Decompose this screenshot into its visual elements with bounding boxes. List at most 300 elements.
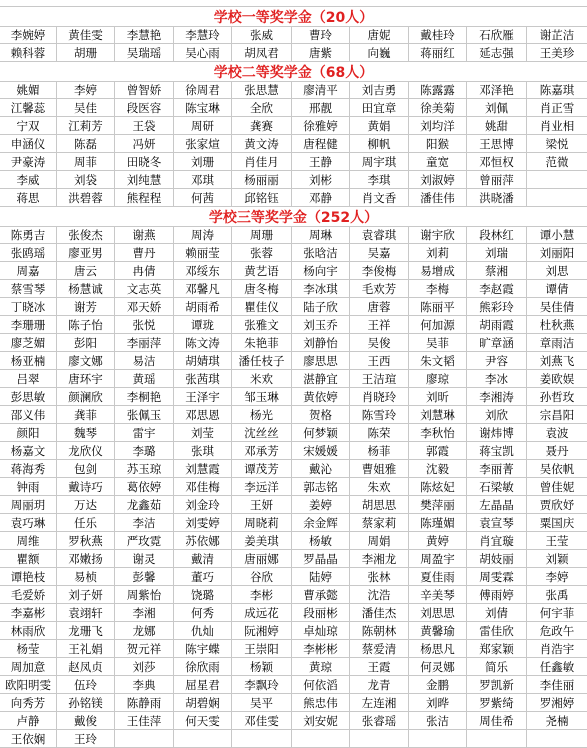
student-name-cell[interactable]: 石梁敏 (467, 478, 527, 496)
student-name-cell[interactable]: 刘思 (527, 262, 587, 280)
student-name-cell[interactable]: 刘玉乔 (292, 316, 350, 334)
student-name-cell[interactable]: 廖琼 (409, 370, 467, 388)
student-name-cell[interactable]: 黄依婷 (292, 388, 350, 406)
student-name-cell[interactable]: 杜秋燕 (527, 316, 587, 334)
student-name-cell[interactable]: 仇灿 (174, 622, 232, 640)
student-name-cell[interactable]: 曾智娇 (115, 81, 174, 99)
student-name-cell[interactable]: 邓天娇 (115, 298, 174, 316)
student-name-cell[interactable]: 袁波 (527, 424, 587, 442)
student-name-cell[interactable]: 刘彬 (292, 171, 350, 189)
student-name-cell[interactable]: 易桢 (57, 568, 115, 586)
student-name-cell[interactable]: 郭霞 (409, 442, 467, 460)
student-name-cell[interactable]: 王莹 (527, 532, 587, 550)
student-name-cell[interactable]: 姜欧娱 (527, 370, 587, 388)
student-name-cell[interactable]: 陆婷 (292, 568, 350, 586)
student-name-cell[interactable]: 屈星君 (174, 676, 232, 694)
student-name-cell[interactable]: 刘欣 (467, 406, 527, 424)
student-name-cell[interactable]: 任乐 (57, 514, 115, 532)
student-name-cell[interactable]: 赖丽莹 (174, 244, 232, 262)
student-name-cell[interactable]: 龚赛 (232, 117, 292, 135)
student-name-cell[interactable]: 王依娴 (0, 730, 57, 748)
student-name-cell[interactable]: 谭珑 (174, 316, 232, 334)
student-name-cell[interactable]: 杨嘉文 (0, 442, 57, 460)
student-name-cell[interactable]: 李婉婷 (0, 26, 57, 44)
student-name-cell[interactable]: 何秀 (174, 604, 232, 622)
student-name-cell[interactable]: 郭志铭 (292, 478, 350, 496)
student-name-cell[interactable]: 邓馨凡 (174, 280, 232, 298)
student-name-cell[interactable]: 邓绥东 (174, 262, 232, 280)
student-name-cell[interactable]: 张悦 (115, 316, 174, 334)
student-name-cell[interactable]: 胡思思 (350, 496, 409, 514)
student-name-cell[interactable]: 曾丽萍 (467, 171, 527, 189)
student-name-cell[interactable]: 颜阳 (0, 424, 57, 442)
student-name-cell[interactable]: 李洁 (115, 514, 174, 532)
student-name-cell[interactable]: 左连湘 (350, 694, 409, 712)
student-name-cell[interactable]: 向巍 (350, 44, 409, 62)
student-name-cell[interactable]: 沈丝丝 (232, 424, 292, 442)
student-name-cell[interactable]: 戴清 (174, 550, 232, 568)
student-name-cell[interactable]: 吕翠 (0, 370, 57, 388)
student-name-cell[interactable]: 廖芝媚 (0, 334, 57, 352)
student-name-cell[interactable]: 杨向宇 (292, 262, 350, 280)
student-name-cell[interactable]: 江莉芳 (57, 117, 115, 135)
student-name-cell[interactable]: 蔡家莉 (350, 514, 409, 532)
student-name-cell[interactable]: 唐紫 (292, 44, 350, 62)
student-name-cell[interactable]: 何天雯 (174, 712, 232, 730)
student-name-cell[interactable]: 李婷 (527, 568, 587, 586)
student-name-cell[interactable]: 董巧 (174, 568, 232, 586)
student-name-cell[interactable]: 邓佳雯 (232, 712, 292, 730)
student-name-cell[interactable]: 蔡爱清 (350, 640, 409, 658)
student-name-cell[interactable]: 刘静怡 (292, 334, 350, 352)
student-name-cell[interactable]: 袁巧琳 (0, 514, 57, 532)
student-name-cell[interactable]: 周维 (0, 532, 57, 550)
student-name-cell[interactable]: 彭馨 (115, 568, 174, 586)
student-name-cell[interactable]: 龙青 (350, 676, 409, 694)
student-name-cell[interactable]: 任鑫敏 (527, 658, 587, 676)
student-name-cell[interactable]: 杨菲 (350, 442, 409, 460)
student-name-cell[interactable]: 阳猴 (409, 135, 467, 153)
student-name-cell[interactable]: 唐丽娜 (232, 550, 292, 568)
student-name-cell[interactable]: 谢芷洁 (527, 26, 587, 44)
student-name-cell[interactable]: 雷宇 (115, 424, 174, 442)
student-name-cell[interactable]: 王泽宇 (174, 388, 232, 406)
student-name-cell[interactable]: 陈雪玲 (350, 406, 409, 424)
student-name-cell[interactable]: 何加源 (409, 316, 467, 334)
student-name-cell[interactable]: 周嘉 (0, 262, 57, 280)
student-name-cell[interactable]: 肖业相 (527, 117, 587, 135)
student-name-cell[interactable]: 袁翊轩 (57, 604, 115, 622)
student-name-cell[interactable]: 胡妓丽 (467, 550, 527, 568)
student-name-cell[interactable]: 李慧玲 (174, 26, 232, 44)
student-name-cell[interactable]: 卢静 (0, 712, 57, 730)
student-name-cell[interactable]: 洪碧蓉 (57, 189, 115, 207)
student-name-cell[interactable]: 黄馨瑜 (409, 622, 467, 640)
student-name-cell[interactable]: 何依滔 (292, 676, 350, 694)
student-name-cell[interactable]: 邵义伟 (0, 406, 57, 424)
student-name-cell[interactable]: 刘倩 (467, 604, 527, 622)
student-name-cell[interactable]: 徐雅婷 (292, 117, 350, 135)
student-name-cell[interactable]: 孙哲玫 (527, 388, 587, 406)
student-name-cell[interactable] (292, 730, 350, 748)
student-name-cell[interactable]: 蒋丽红 (409, 44, 467, 62)
student-name-cell[interactable]: 唐环宇 (57, 370, 115, 388)
student-name-cell[interactable]: 曹玲 (292, 26, 350, 44)
student-name-cell[interactable]: 张蓉 (232, 244, 292, 262)
student-name-cell[interactable]: 胡雨霞 (467, 316, 527, 334)
student-name-cell[interactable]: 钟雨 (0, 478, 57, 496)
student-name-cell[interactable]: 王礼娟 (57, 640, 115, 658)
student-name-cell[interactable]: 邓佳梅 (174, 478, 232, 496)
student-name-cell[interactable]: 湛静宜 (292, 370, 350, 388)
student-name-cell[interactable]: 龙娜 (115, 622, 174, 640)
student-name-cell[interactable]: 李嘉彬 (0, 604, 57, 622)
student-name-cell[interactable]: 吴佳倩 (527, 298, 587, 316)
student-name-cell[interactable]: 杨敏 (292, 532, 350, 550)
student-name-cell[interactable]: 邱铭钰 (232, 189, 292, 207)
student-name-cell[interactable]: 郑家颖 (467, 640, 527, 658)
student-name-cell[interactable]: 刘慧霞 (174, 460, 232, 478)
student-name-cell[interactable]: 延志强 (467, 44, 527, 62)
student-name-cell[interactable]: 陈嘉琪 (527, 81, 587, 99)
student-name-cell[interactable]: 陈朝林 (350, 622, 409, 640)
student-name-cell[interactable]: 李赵霞 (467, 280, 527, 298)
student-name-cell[interactable]: 范微 (527, 153, 587, 171)
student-name-cell[interactable]: 杨亚楠 (0, 352, 57, 370)
student-name-cell[interactable]: 李梅 (409, 280, 467, 298)
student-name-cell[interactable]: 洪晓潘 (467, 189, 527, 207)
student-name-cell[interactable]: 冯妍 (115, 135, 174, 153)
student-name-cell[interactable]: 聂丹 (527, 442, 587, 460)
student-name-cell[interactable]: 李湘 (115, 604, 174, 622)
student-name-cell[interactable]: 吴平 (232, 694, 292, 712)
student-name-cell[interactable]: 廖亚男 (57, 244, 115, 262)
student-name-cell[interactable]: 何梦颖 (292, 424, 350, 442)
student-name-cell[interactable]: 罗晶晶 (292, 550, 350, 568)
student-name-cell[interactable]: 李慧艳 (115, 26, 174, 44)
student-name-cell[interactable]: 唐冬梅 (232, 280, 292, 298)
student-name-cell[interactable]: 李彬 (232, 586, 292, 604)
student-name-cell[interactable]: 梁悦 (527, 135, 587, 153)
student-name-cell[interactable]: 刘昕 (409, 388, 467, 406)
student-name-cell[interactable]: 刘颖 (527, 550, 587, 568)
student-name-cell[interactable]: 张鸥瑶 (0, 244, 57, 262)
student-name-cell[interactable]: 陈子怡 (57, 316, 115, 334)
student-name-cell[interactable]: 肖浩宇 (527, 640, 587, 658)
student-name-cell[interactable]: 陈文涛 (174, 334, 232, 352)
student-name-cell[interactable]: 刘思思 (409, 604, 467, 622)
student-name-cell[interactable]: 黄文涛 (232, 135, 292, 153)
student-name-cell[interactable]: 潘佳伟 (409, 189, 467, 207)
student-name-cell[interactable]: 吴依帆 (527, 460, 587, 478)
student-name-cell[interactable]: 王崇阳 (232, 640, 292, 658)
student-name-cell[interactable]: 廖文娜 (57, 352, 115, 370)
student-name-cell[interactable]: 罗湘婷 (527, 694, 587, 712)
student-name-cell[interactable]: 李琪 (350, 171, 409, 189)
student-name-cell[interactable]: 刘淑婷 (409, 171, 467, 189)
student-name-cell[interactable]: 潘任枝子 (232, 352, 292, 370)
student-name-cell[interactable]: 周珊 (232, 226, 292, 244)
student-name-cell[interactable]: 周研 (174, 117, 232, 135)
student-name-cell[interactable]: 危政午 (527, 622, 587, 640)
student-name-cell[interactable]: 戴俊 (57, 712, 115, 730)
student-name-cell[interactable]: 朱艳菲 (232, 334, 292, 352)
student-name-cell[interactable]: 陈露露 (409, 81, 467, 99)
student-name-cell[interactable]: 蔡雪琴 (0, 280, 57, 298)
student-name-cell[interactable]: 宁双 (0, 117, 57, 135)
student-name-cell[interactable]: 饶璐 (174, 586, 232, 604)
student-name-cell[interactable]: 刘燕飞 (527, 352, 587, 370)
student-name-cell[interactable]: 邹玉琳 (232, 388, 292, 406)
student-name-cell[interactable]: 伍玲 (57, 676, 115, 694)
student-name-cell[interactable]: 杨颖 (232, 658, 292, 676)
student-name-cell[interactable]: 张禹 (527, 586, 587, 604)
student-name-cell[interactable]: 胡珊 (57, 44, 115, 62)
student-name-cell[interactable]: 李丽萍 (115, 334, 174, 352)
student-name-cell[interactable]: 苏依娜 (174, 532, 232, 550)
student-name-cell[interactable]: 张俊杰 (57, 226, 115, 244)
student-name-cell[interactable]: 陆子欣 (292, 298, 350, 316)
student-name-cell[interactable]: 吴菲 (409, 334, 467, 352)
student-name-cell[interactable]: 陈丽平 (409, 298, 467, 316)
student-name-cell[interactable]: 陈静雨 (115, 694, 174, 712)
student-name-cell[interactable]: 肖晓玲 (350, 388, 409, 406)
student-name-cell[interactable]: 周丽玥 (0, 496, 57, 514)
student-name-cell[interactable]: 王西 (350, 352, 409, 370)
student-name-cell[interactable]: 周紫怡 (115, 586, 174, 604)
student-name-cell[interactable]: 罗凯新 (467, 676, 527, 694)
student-name-cell[interactable]: 何灵娜 (409, 658, 467, 676)
student-name-cell[interactable]: 全欣 (232, 99, 292, 117)
student-name-cell[interactable]: 肖佳月 (232, 153, 292, 171)
student-name-cell[interactable]: 黄艺语 (232, 262, 292, 280)
student-name-cell[interactable]: 谢燕 (115, 226, 174, 244)
student-name-cell[interactable]: 瞿佳仪 (232, 298, 292, 316)
student-name-cell[interactable]: 周加意 (0, 658, 57, 676)
student-name-cell[interactable]: 张睿瑶 (350, 712, 409, 730)
student-name-cell[interactable]: 戴沁 (292, 460, 350, 478)
student-name-cell[interactable]: 何宇菲 (527, 604, 587, 622)
student-name-cell[interactable]: 吴嘉 (350, 244, 409, 262)
student-name-cell[interactable]: 杨丽丽 (232, 171, 292, 189)
student-name-cell[interactable]: 彭阳 (57, 334, 115, 352)
student-name-cell[interactable]: 章雨洁 (527, 334, 587, 352)
student-name-cell[interactable]: 张家煊 (174, 135, 232, 153)
student-name-cell[interactable]: 石欣雁 (467, 26, 527, 44)
student-name-cell[interactable]: 王佳萍 (115, 712, 174, 730)
student-name-cell[interactable]: 夏佳雨 (409, 568, 467, 586)
student-name-cell[interactable]: 李桐艳 (115, 388, 174, 406)
student-name-cell[interactable]: 颜澜欣 (57, 388, 115, 406)
student-name-cell[interactable]: 曹姐雅 (350, 460, 409, 478)
student-name-cell[interactable]: 龚菲 (57, 406, 115, 424)
student-name-cell[interactable]: 严玫霓 (115, 532, 174, 550)
student-name-cell[interactable]: 赖科蓉 (0, 44, 57, 62)
student-name-cell[interactable]: 尹容 (467, 352, 527, 370)
student-name-cell[interactable]: 余金辉 (292, 514, 350, 532)
student-name-cell[interactable]: 唐程健 (292, 135, 350, 153)
student-name-cell[interactable]: 张茜琪 (174, 370, 232, 388)
student-name-cell[interactable]: 陈瑾媚 (409, 514, 467, 532)
student-name-cell[interactable]: 胡碧娴 (174, 694, 232, 712)
student-name-cell[interactable]: 张琪 (174, 442, 232, 460)
student-name-cell[interactable]: 徐欣雨 (174, 658, 232, 676)
student-name-cell[interactable]: 刘莎 (115, 658, 174, 676)
student-name-cell[interactable]: 旷章涵 (467, 334, 527, 352)
student-name-cell[interactable]: 黄瑶 (115, 370, 174, 388)
student-name-cell[interactable]: 邓思恩 (174, 406, 232, 424)
student-name-cell[interactable]: 沈毅 (409, 460, 467, 478)
student-name-cell[interactable]: 唐云 (57, 262, 115, 280)
student-name-cell[interactable]: 周宇琪 (350, 153, 409, 171)
student-name-cell[interactable]: 刘莉 (409, 244, 467, 262)
student-name-cell[interactable]: 谢灵 (115, 550, 174, 568)
student-name-cell[interactable]: 柳帆 (350, 135, 409, 153)
student-name-cell[interactable] (350, 730, 409, 748)
student-name-cell[interactable]: 熊彩玲 (467, 298, 527, 316)
student-name-cell[interactable]: 王思博 (467, 135, 527, 153)
student-name-cell[interactable]: 陈荣 (350, 424, 409, 442)
student-name-cell[interactable]: 王祥 (350, 316, 409, 334)
student-name-cell[interactable]: 熊程程 (115, 189, 174, 207)
student-name-cell[interactable]: 王美珍 (527, 44, 587, 62)
student-name-cell[interactable]: 刘子妍 (57, 586, 115, 604)
student-name-cell[interactable]: 龙鑫茹 (115, 496, 174, 514)
student-name-cell[interactable]: 肖正雪 (527, 99, 587, 117)
student-name-cell[interactable]: 姜美琪 (232, 532, 292, 550)
student-name-cell[interactable]: 谷欣 (232, 568, 292, 586)
student-name-cell[interactable]: 沈浩 (350, 586, 409, 604)
student-name-cell[interactable]: 谭倩 (527, 280, 587, 298)
student-name-cell[interactable]: 吴瑞瑶 (115, 44, 174, 62)
student-name-cell[interactable] (527, 189, 587, 207)
student-name-cell[interactable]: 罗秋燕 (57, 532, 115, 550)
student-name-cell[interactable]: 刘纯慧 (115, 171, 174, 189)
student-name-cell[interactable]: 吴心雨 (174, 44, 232, 62)
student-name-cell[interactable]: 李冰 (467, 370, 527, 388)
student-name-cell[interactable]: 张雅文 (232, 316, 292, 334)
student-name-cell[interactable]: 谭艳枝 (0, 568, 57, 586)
student-name-cell[interactable]: 李彬彬 (292, 640, 350, 658)
student-name-cell[interactable] (467, 730, 527, 748)
student-name-cell[interactable]: 米欢 (232, 370, 292, 388)
student-name-cell[interactable]: 潘佳杰 (350, 604, 409, 622)
student-name-cell[interactable]: 陈宝琳 (174, 99, 232, 117)
student-name-cell[interactable]: 包剑 (57, 460, 115, 478)
student-name-cell[interactable]: 张晗洁 (292, 244, 350, 262)
student-name-cell[interactable]: 王妍 (232, 496, 292, 514)
student-name-cell[interactable]: 江馨蕊 (0, 99, 57, 117)
student-name-cell[interactable]: 王静 (292, 153, 350, 171)
student-name-cell[interactable]: 邓泽艳 (467, 81, 527, 99)
student-name-cell[interactable]: 刘莹 (174, 424, 232, 442)
student-name-cell[interactable]: 万达 (57, 496, 115, 514)
student-name-cell[interactable]: 姚媚 (0, 81, 57, 99)
student-name-cell[interactable]: 周琳 (292, 226, 350, 244)
student-name-cell[interactable]: 邓静 (292, 189, 350, 207)
student-name-cell[interactable]: 苏玉琼 (115, 460, 174, 478)
student-name-cell[interactable]: 刘袋 (57, 171, 115, 189)
student-name-cell[interactable]: 卓灿琼 (292, 622, 350, 640)
student-name-cell[interactable]: 袁宣琴 (467, 514, 527, 532)
student-name-cell[interactable]: 蔡湘 (467, 262, 527, 280)
student-name-cell[interactable]: 孙铭镁 (57, 694, 115, 712)
student-name-cell[interactable]: 周菲 (57, 153, 115, 171)
student-name-cell[interactable]: 尧楠 (527, 712, 587, 730)
student-name-cell[interactable]: 刘均洋 (409, 117, 467, 135)
student-name-cell[interactable]: 杨光 (232, 406, 292, 424)
student-name-cell[interactable]: 陈宇蝶 (174, 640, 232, 658)
student-name-cell[interactable]: 刘晔 (409, 694, 467, 712)
student-name-cell[interactable]: 唐蓉 (350, 298, 409, 316)
student-name-cell[interactable]: 李典 (115, 676, 174, 694)
student-name-cell[interactable]: 刘安妮 (292, 712, 350, 730)
student-name-cell[interactable] (527, 171, 587, 189)
student-name-cell[interactable]: 戴诗巧 (57, 478, 115, 496)
student-name-cell[interactable]: 蒋思 (0, 189, 57, 207)
student-name-cell[interactable]: 黄佳雯 (57, 26, 115, 44)
student-name-cell[interactable]: 周雯霖 (467, 568, 527, 586)
student-name-cell[interactable]: 左晶晶 (467, 496, 527, 514)
student-name-cell[interactable]: 曹丹 (115, 244, 174, 262)
student-name-cell[interactable]: 刘丽阳 (527, 244, 587, 262)
student-name-cell[interactable]: 陈炫妃 (409, 478, 467, 496)
student-name-cell[interactable]: 廖思思 (292, 352, 350, 370)
student-name-cell[interactable]: 童宽 (409, 153, 467, 171)
student-name-cell[interactable]: 谢芳 (57, 298, 115, 316)
student-name-cell[interactable]: 林雨欣 (0, 622, 57, 640)
student-name-cell[interactable]: 周佳希 (467, 712, 527, 730)
student-name-cell[interactable]: 张洁 (409, 712, 467, 730)
student-name-cell[interactable]: 周娟 (350, 532, 409, 550)
student-name-cell[interactable]: 黄娟 (350, 117, 409, 135)
student-name-cell[interactable]: 王袋 (115, 117, 174, 135)
student-name-cell[interactable] (232, 730, 292, 748)
student-name-cell[interactable]: 胡婧琪 (174, 352, 232, 370)
student-name-cell[interactable]: 曹承懿 (292, 586, 350, 604)
student-name-cell[interactable]: 宋媛媛 (292, 442, 350, 460)
student-name-cell[interactable]: 朱文韬 (409, 352, 467, 370)
student-name-cell[interactable]: 徐周君 (174, 81, 232, 99)
student-name-cell[interactable]: 周盈宇 (409, 550, 467, 568)
student-name-cell[interactable]: 简乐 (467, 658, 527, 676)
student-name-cell[interactable]: 樊萍丽 (409, 496, 467, 514)
student-name-cell[interactable]: 胡凤君 (232, 44, 292, 62)
student-name-cell[interactable]: 申涵仪 (0, 135, 57, 153)
student-name-cell[interactable]: 金鹏 (409, 676, 467, 694)
student-name-cell[interactable]: 粟国庆 (527, 514, 587, 532)
student-name-cell[interactable] (174, 730, 232, 748)
student-name-cell[interactable]: 刘吉勇 (350, 81, 409, 99)
student-name-cell[interactable]: 姚甜 (467, 117, 527, 135)
student-name-cell[interactable]: 龙欣仪 (57, 442, 115, 460)
student-name-cell[interactable]: 成远花 (232, 604, 292, 622)
student-name-cell[interactable]: 邓嫩扬 (57, 550, 115, 568)
student-name-cell[interactable]: 张佩玉 (115, 406, 174, 424)
student-name-cell[interactable]: 谢炜博 (467, 424, 527, 442)
student-name-cell[interactable]: 徐美菊 (409, 99, 467, 117)
student-name-cell[interactable]: 李璐 (115, 442, 174, 460)
student-name-cell[interactable]: 陈磊 (57, 135, 115, 153)
student-name-cell[interactable]: 周晓莉 (232, 514, 292, 532)
student-name-cell[interactable]: 段医容 (115, 99, 174, 117)
student-name-cell[interactable]: 戴桂玲 (409, 26, 467, 44)
student-name-cell[interactable]: 彭思敏 (0, 388, 57, 406)
student-name-cell[interactable]: 吴俊 (350, 334, 409, 352)
student-name-cell[interactable]: 谭小慧 (527, 226, 587, 244)
student-name-cell[interactable]: 张林 (350, 568, 409, 586)
student-name-cell[interactable]: 何茜 (174, 189, 232, 207)
